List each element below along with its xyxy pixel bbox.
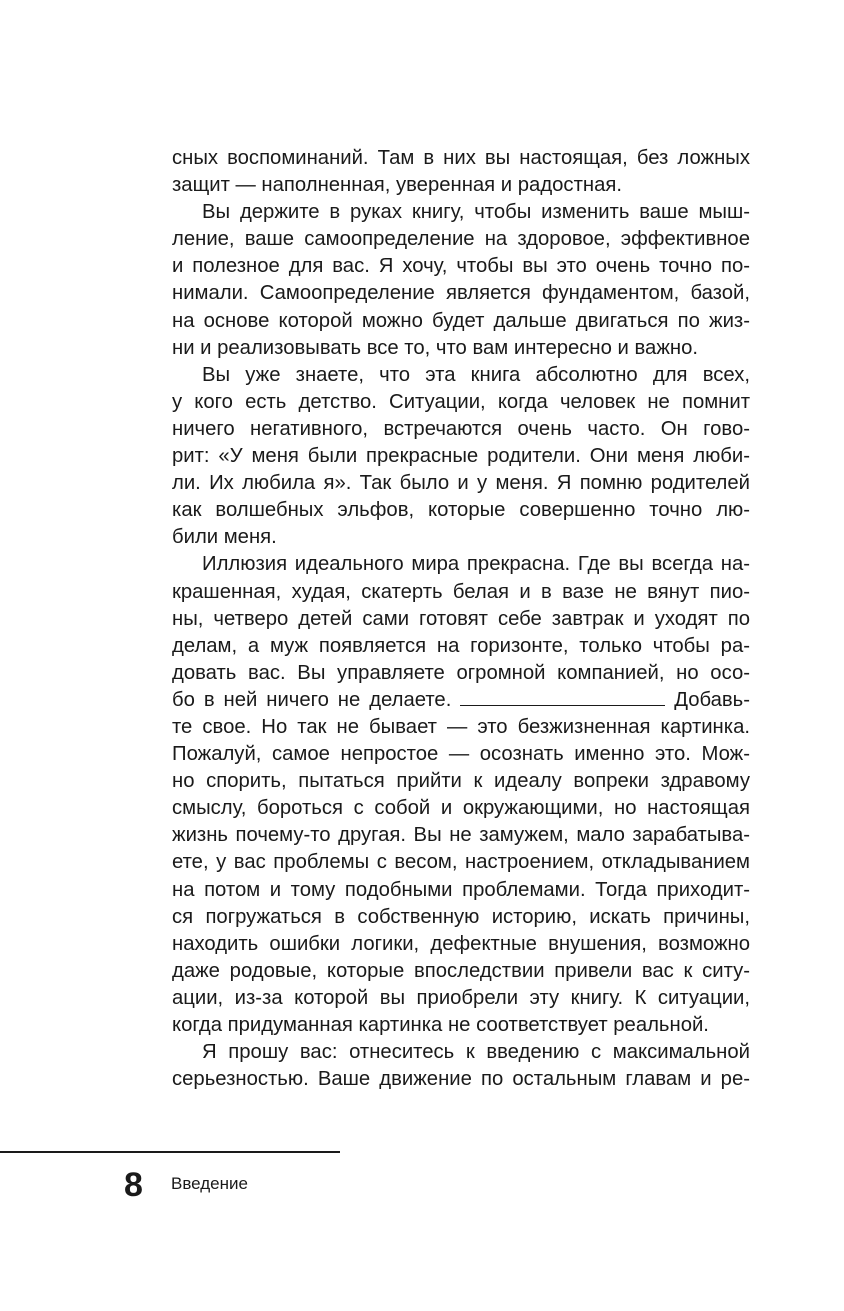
text-line: на основе которой можно будет дальше двигаться по жиз- xyxy=(172,309,750,332)
text-segment: бо в ней ничего не делаете. xyxy=(172,688,452,711)
text-line: Иллюзия идеального мира прекрасна. Где вы всегда на- xyxy=(202,553,750,576)
text-line: ни и реализовывать все то, что вам интересно и важно. xyxy=(172,336,699,359)
text-line: били меня. xyxy=(172,526,277,549)
text-line: Вы держите в руках книгу, чтобы изменить ваше мыш- xyxy=(202,201,750,224)
text-line: довать вас. Вы управляете огромной компанией, но осо- xyxy=(172,661,750,684)
text-line: даже родовые, которые впоследствии привели вас к ситу- xyxy=(172,959,750,982)
text-line: находить ошибки логики, дефектные внушения, возможно xyxy=(172,932,750,955)
text-line: но спорить, пытаться прийти к идеалу вопреки здравому xyxy=(172,770,750,793)
footer-rule xyxy=(0,1151,340,1153)
text-line: крашенная, худая, скатерть белая и в вазе не вянут пио- xyxy=(172,580,750,603)
page-number: 8 xyxy=(124,1166,143,1204)
text-line: нимали. Самоопределение является фундаментом, базой, xyxy=(172,282,750,305)
text-line: Вы уже знаете, что эта книга абсолютно для всех, xyxy=(202,363,750,386)
text-line xyxy=(172,687,750,714)
text-line: ся погружаться в собственную историю, искать причины, xyxy=(172,905,750,928)
text-line: рит: «У меня были прекрасные родители. Они меня люби- xyxy=(172,445,750,468)
text-line: делам, а муж появляется на горизонте, только чтобы ра- xyxy=(172,634,750,657)
page-body xyxy=(172,145,750,1093)
text-line: защит — наполненная, уверенная и радостная. xyxy=(172,174,622,197)
text-line: ничего негативного, встречаются очень часто. Он гово- xyxy=(172,417,750,440)
text-line: Я прошу вас: отнеситесь к введению с максимальной xyxy=(202,1041,750,1064)
text-line: серьезностью. Ваше движение по остальным главам и ре- xyxy=(172,1068,750,1091)
text-line: те свое. Но так не бывает — это безжизненная картинка. xyxy=(172,715,750,738)
text-line: ете, у вас проблемы с весом, настроением, откладыванием xyxy=(172,851,750,874)
text-line: сных воспоминаний. Там в них вы настоящая, без ложных xyxy=(172,147,750,169)
running-head-section-title: Введение xyxy=(171,1174,248,1193)
text-line: Пожалуй, самое непростое — осознать именно это. Мож- xyxy=(172,743,750,766)
text-line: смыслу, бороться с собой и окружающими, но настоящая xyxy=(172,797,750,820)
text-line: жизнь почему-то другая. Вы не замужем, мало зарабатыва- xyxy=(172,824,750,847)
text-line: когда придуманная картинка не соответствует реальной. xyxy=(172,1014,709,1036)
fill-in-blank xyxy=(460,687,665,706)
text-segment: Добавь- xyxy=(674,688,751,711)
text-line: на потом и тому подобными проблемами. Тогда приходит- xyxy=(172,878,750,901)
text-line: ли. Их любила я». Так было и у меня. Я помню родителей xyxy=(172,472,750,495)
text-line: и полезное для вас. Я хочу, чтобы вы это очень точно по- xyxy=(172,255,750,278)
text-line: ации, из-за которой вы приобрели эту книгу. К ситуации, xyxy=(172,986,750,1009)
text-line: ление, ваше самоопределение на здоровое, эффективное xyxy=(172,228,750,251)
text-line: у кого есть детство. Ситуации, когда человек не помнит xyxy=(172,390,750,413)
text-line: ны, четверо детей сами готовят себе завтрак и уходят по xyxy=(172,607,750,630)
text-line: как волшебных эльфов, которые совершенно точно лю- xyxy=(172,499,750,522)
